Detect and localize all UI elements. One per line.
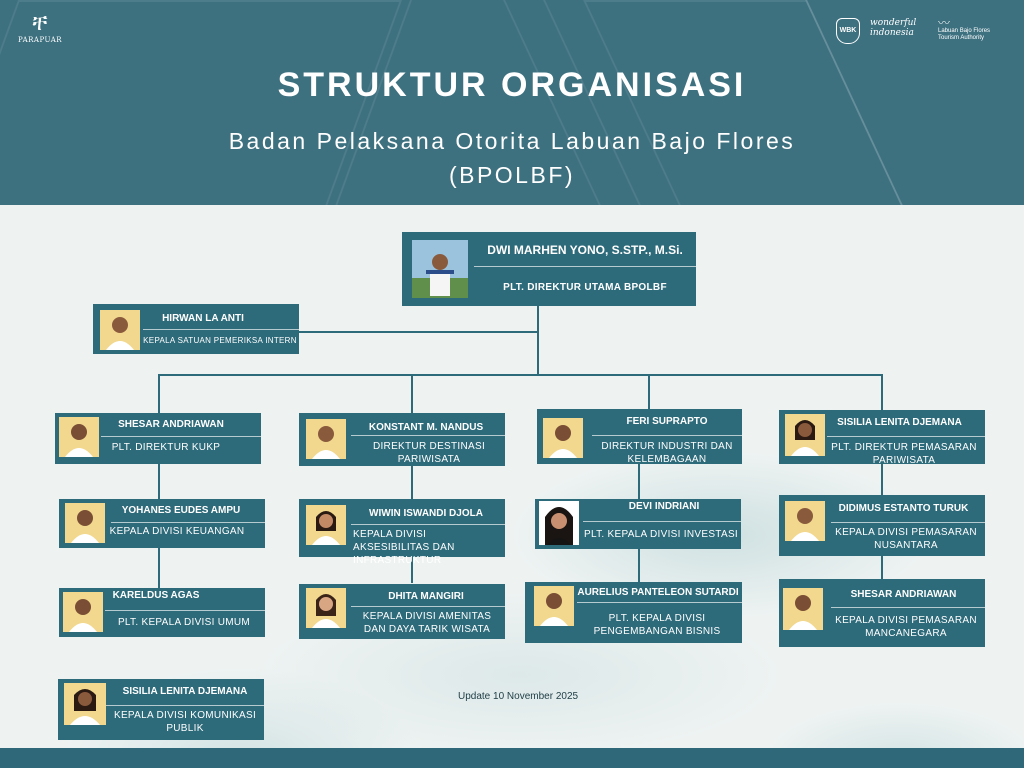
person-photo [785,501,825,541]
connector-line [411,466,413,499]
org-card-kukp [55,413,261,464]
person-name: DHITA MANGIRI [388,591,464,602]
card-divider [827,436,985,437]
person-photo [412,240,468,298]
labuan-bajo-logo [938,18,994,42]
person-photo [100,310,140,350]
person-role: PLT. KEPALA DIVISI INVESTASI [583,529,738,540]
person-name: SHESAR ANDRIAWAN [850,589,957,600]
org-card-amenitas [299,584,505,639]
page-title: STRUKTUR ORGANISASI [277,66,747,104]
connector-line [299,331,538,333]
labuan-logo-subtext: Tourism Authority [938,35,985,41]
labuan-logo-text: Labuan Bajo Flores [938,28,991,34]
connector-line [881,464,883,495]
person-role: PLT. KEPALA DIVISI PENGEMBANGAN BISNIS [593,613,721,637]
parapuar-mark-icon: ቸ [32,11,48,36]
person-role: KEPALA DIVISI AKSESIBILITAS DAN INFRASTRUKTUR [353,529,455,566]
connector-line [648,374,650,409]
person-name: SISILIA LENITA DJEMANA [837,417,962,428]
connector-line [158,374,160,414]
person-role: KEPALA SATUAN PEMERIKSA INTERN [143,336,297,345]
person-role: KEPALA DIVISI AMENITAS DAN DAYA TARIK WISATA [362,611,492,635]
connector-line [881,556,883,580]
wonderful-indonesia-logo [870,18,928,38]
org-card-bisnis [525,582,742,643]
person-name: DWI MARHEN YONO, S.STP., M.Si. [487,243,683,257]
person-name: DEVI INDRIANI [628,501,700,512]
person-photo [63,592,103,632]
parapuar-logo [18,12,62,52]
person-role: PLT. DIREKTUR UTAMA BPOLBF [503,282,667,293]
connector-line [638,549,640,582]
org-card-keuangan [59,499,265,548]
org-card-director [402,232,696,306]
org-card-spi [93,304,299,354]
person-photo [783,588,823,630]
org-card-industri [537,409,742,464]
org-card-aksesibilitas [299,499,505,566]
subtitle-line-2: (BPOLBF) [448,162,576,188]
person-role: PLT. DIREKTUR KUKP [111,442,221,453]
person-photo [59,417,99,457]
card-divider [351,606,505,607]
card-divider [577,602,742,603]
org-card-investasi [535,499,741,549]
card-divider [831,607,985,608]
person-photo [306,419,346,459]
person-photo [65,503,105,543]
person-photo [64,683,106,725]
connector-line [158,548,160,588]
person-role: KEPALA DIVISI KOMUNIKASI PUBLIK [113,710,257,734]
person-role: KEPALA DIVISI PEMASARAN NUSANTARA [835,527,977,551]
card-divider [143,329,299,330]
person-photo [306,588,346,628]
page-subtitle [0,124,1024,192]
wonderful-text: wonderful [870,18,917,28]
card-divider [831,522,985,523]
person-role: KEPALA DIVISI KEUANGAN [109,526,245,537]
person-name: SISILIA LENITA DJEMANA [122,686,248,697]
person-name: YOHANES EUDES AMPU [121,505,241,516]
dragon-icon: 〰 [938,16,951,30]
card-divider [583,521,741,522]
connector-line [158,463,160,499]
connector-line [411,374,413,414]
person-role: KEPALA DIVISI PEMASARAN MANCANEGARA [835,615,977,639]
person-role: PLT. KEPALA DIVISI UMUM [117,617,251,628]
org-card-destinasi [299,413,505,466]
card-divider [474,266,696,267]
org-card-nusantara [779,495,985,556]
person-name: KARELDUS AGAS [112,590,200,601]
person-role: PLT. DIREKTUR PEMASARAN PARIWISATA [831,442,977,466]
person-role: DIREKTUR DESTINASI PARIWISATA [372,441,486,465]
update-note: Update 10 November 2025 [458,691,579,702]
person-name: KONSTANT M. NANDUS [368,422,484,433]
person-name: AURELIUS PANTELEON SUTARDI [577,587,739,598]
card-divider [106,705,264,706]
card-divider [101,436,261,437]
card-divider [111,522,265,523]
person-name: HIRWAN LA ANTI [162,313,244,324]
person-photo [543,418,583,458]
card-divider [105,610,265,611]
parapuar-logo-text: PARAPUAR [18,36,63,44]
person-name: SHESAR ANDRIAWAN [118,419,224,430]
indonesia-text: indonesia [870,28,914,38]
org-card-mancanegara [779,579,985,647]
connector-line [638,464,640,499]
person-photo [539,501,579,545]
wbk-logo: WBK [836,18,860,44]
person-name: FERI SUPRAPTO [626,416,708,427]
connector-line [881,374,883,410]
person-photo [785,414,825,456]
card-divider [592,435,742,436]
card-divider [351,524,505,525]
person-role: DIREKTUR INDUSTRI DAN KELEMBAGAAN [601,441,733,465]
person-name: DIDIMUS ESTANTO TURUK [838,503,969,514]
org-card-komunikasi [58,679,264,740]
person-photo [534,586,574,626]
person-photo [306,505,346,545]
org-card-umum [59,588,265,637]
footer-bar [0,748,1024,768]
card-divider [351,435,505,436]
connector-line [537,306,539,376]
person-name: WIWIN ISWANDI DJOLA [369,508,483,519]
subtitle-line-1: Badan Pelaksana Otorita Labuan Bajo Flores [228,128,796,154]
connector-line [158,374,883,376]
org-card-pemasaran [779,410,985,464]
